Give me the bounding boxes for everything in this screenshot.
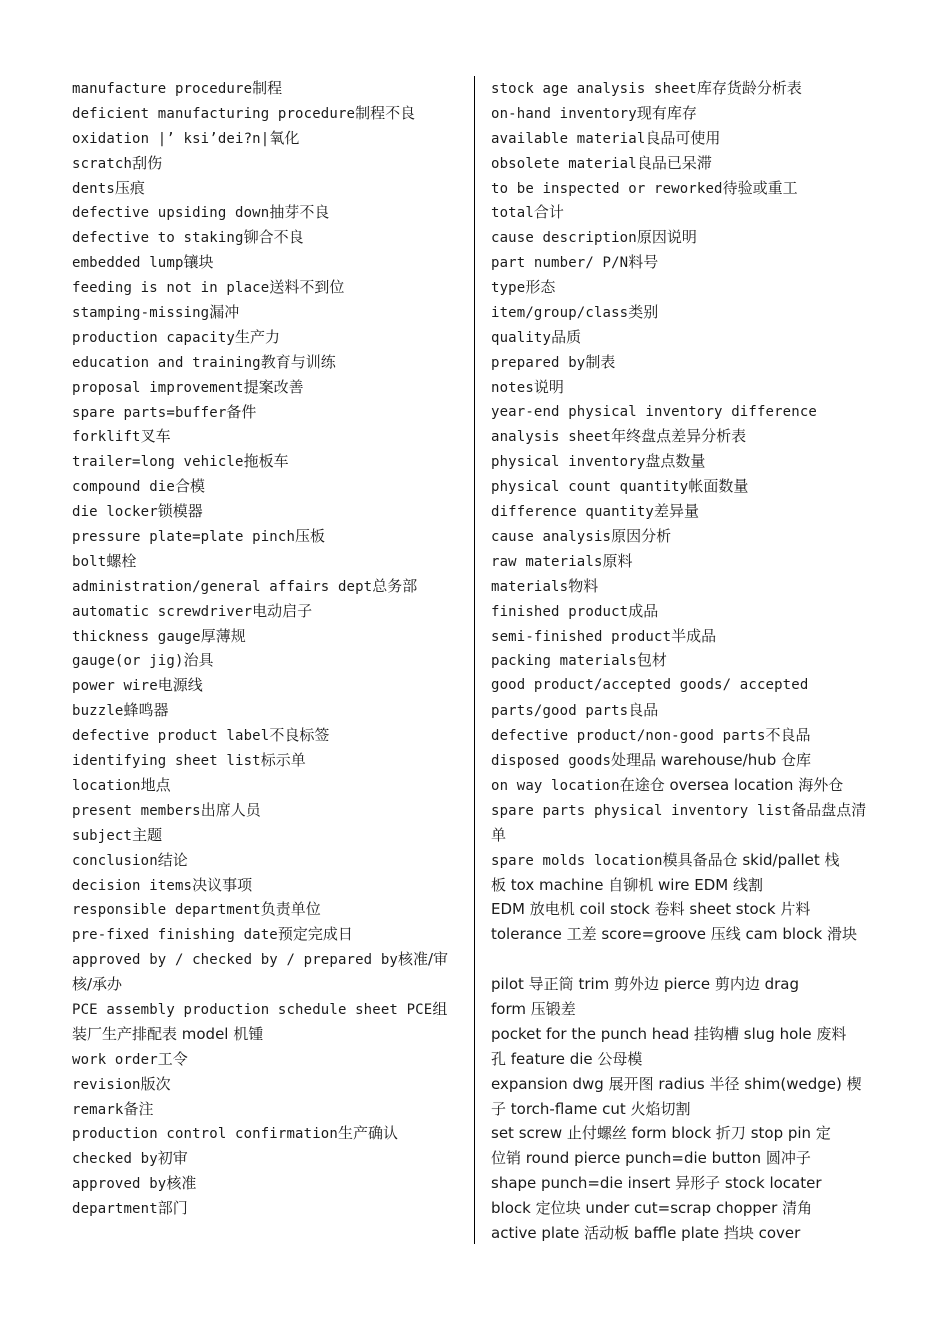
chinese-term: 主题 (132, 825, 163, 844)
glossary-line (491, 474, 883, 499)
right-column (491, 76, 883, 1246)
glossary-line (491, 200, 883, 225)
chinese-term: 负责单位 (260, 900, 321, 919)
english-term: present members (72, 802, 201, 819)
glossary-line (72, 101, 464, 126)
glossary-line (72, 126, 464, 151)
english-term: pre-fixed finishing date (72, 927, 278, 944)
chinese-term: 合计 (533, 203, 564, 222)
english-term: disposed goods (491, 753, 612, 770)
glossary-line (72, 499, 464, 524)
english-term: on-hand inventory (491, 105, 637, 122)
glossary-line (491, 126, 883, 151)
chinese-term: 子 torch-flame cut 火焰切割 (491, 1099, 691, 1118)
glossary-line (72, 947, 464, 972)
english-term: defective upsiding down (72, 205, 270, 222)
chinese-term: 良品 (628, 701, 659, 720)
glossary-line (72, 151, 464, 176)
english-term: bolt (72, 553, 107, 570)
english-term: obsolete material (491, 155, 637, 172)
chinese-term: 不良标签 (269, 726, 330, 745)
english-term: defective to staking (72, 230, 244, 247)
english-term: approved by (72, 1176, 167, 1193)
english-term: deficient manufacturing procedure (72, 105, 356, 122)
english-term: available material (491, 130, 646, 147)
english-term: power wire (72, 678, 158, 695)
glossary-line (491, 300, 883, 325)
chinese-term: 标示单 (260, 751, 306, 770)
glossary-line (72, 250, 464, 275)
chinese-term: 年终盘点差异分析表 (611, 427, 747, 446)
glossary-line (72, 400, 464, 425)
glossary-line (491, 823, 883, 848)
glossary-line (72, 624, 464, 649)
english-term: spare parts physical inventory list (491, 802, 792, 819)
english-term: identifying sheet list (72, 753, 261, 770)
glossary-line (72, 1097, 464, 1122)
chinese-term: 单 (491, 825, 507, 844)
glossary-line (72, 474, 464, 499)
glossary-line (491, 1097, 883, 1122)
chinese-term: 良品已呆滞 (636, 153, 712, 172)
chinese-term: 库存货龄分析表 (696, 79, 802, 97)
chinese-term: shape punch=die insert 异形子 stock locater (491, 1174, 822, 1193)
chinese-term: 半成品 (671, 626, 717, 645)
chinese-term: tolerance 工差 score=groove 压线 cam block 滑块 (491, 925, 857, 944)
glossary-line (72, 972, 464, 997)
glossary-line (491, 250, 883, 275)
english-term: cause description (491, 230, 637, 247)
glossary-line (72, 773, 464, 798)
chinese-term: 版次 (140, 1074, 171, 1093)
glossary-line (72, 1146, 464, 1171)
glossary-line (72, 897, 464, 922)
glossary-line (72, 922, 464, 947)
glossary-line (72, 848, 464, 873)
glossary-line (491, 375, 883, 400)
glossary-line (72, 698, 464, 723)
english-term: materials (491, 578, 569, 595)
english-term: dents (72, 180, 115, 197)
english-term: prepared by (491, 354, 586, 371)
english-term: administration/general affairs dept (72, 578, 373, 595)
english-term: to be inspected or reworked (491, 180, 723, 197)
english-term: trailer=long vehicle (72, 454, 244, 471)
chinese-term: 压痕 (114, 178, 145, 197)
chinese-term: 板 tox machine 自铆机 wire EDM 线割 (491, 875, 764, 894)
english-term: thickness gauge (72, 628, 201, 645)
glossary-line (72, 1022, 464, 1047)
english-term: manufacture procedure (72, 81, 253, 97)
glossary-line (72, 673, 464, 698)
glossary-line (491, 748, 883, 773)
chinese-term: 不良品 (765, 726, 811, 745)
chinese-term: 位销 round pierce punch=die button 圆冲子 (491, 1149, 811, 1168)
chinese-term: 包材 (636, 651, 667, 670)
chinese-term: 电源线 (157, 676, 203, 695)
chinese-term: 叉车 (140, 427, 171, 446)
left-column (72, 76, 464, 1221)
chinese-term: pocket for the punch head 挂钩槽 slug hole 废料 (491, 1024, 847, 1043)
chinese-term: 制表 (585, 352, 616, 371)
chinese-term: 教育与训练 (260, 352, 336, 371)
glossary-line (491, 499, 883, 524)
chinese-term: 初审 (157, 1149, 188, 1168)
glossary-line (72, 225, 464, 250)
chinese-term: 厚薄规 (200, 626, 246, 645)
glossary-line (72, 997, 464, 1022)
glossary-line (491, 624, 883, 649)
chinese-term: 核准 (166, 1174, 197, 1193)
english-term: compound die (72, 479, 175, 496)
english-term: part number/ P/N (491, 255, 629, 272)
english-term: approved by / checked by / prepared by (72, 952, 398, 969)
chinese-term: 组 (432, 999, 448, 1018)
chinese-term: 在途仓 oversea location 海外仓 (619, 775, 844, 794)
english-term: production capacity (72, 329, 235, 346)
chinese-term: 合模 (174, 477, 205, 496)
english-term: defective product/non-good parts (491, 728, 766, 745)
chinese-term: 备品盘点清 (791, 800, 867, 819)
english-term: year-end physical inventory difference (491, 403, 817, 420)
glossary-line (491, 698, 883, 723)
glossary-line (491, 648, 883, 673)
english-term: PCE assembly production schedule sheet PCE (72, 1001, 433, 1018)
glossary-line (491, 574, 883, 599)
glossary-line (72, 375, 464, 400)
english-term: spare molds location (491, 852, 663, 869)
chinese-term: 电动启子 (252, 601, 313, 620)
glossary-line (72, 823, 464, 848)
english-term: subject (72, 827, 133, 844)
glossary-line (491, 400, 883, 425)
glossary-line (72, 325, 464, 350)
glossary-line (491, 1171, 883, 1196)
chinese-term: 提案改善 (243, 377, 304, 396)
glossary-line (72, 599, 464, 624)
english-term: work order (72, 1051, 158, 1068)
glossary-line (491, 1121, 883, 1146)
chinese-term: EDM 放电机 coil stock 卷料 sheet stock 片料 (491, 900, 811, 919)
glossary-line (72, 424, 464, 449)
chinese-term: 锁模器 (157, 502, 203, 521)
chinese-term: 生产力 (235, 327, 281, 346)
english-term: feeding is not in place (72, 280, 270, 297)
glossary-line (491, 101, 883, 126)
english-term: quality (491, 329, 552, 346)
chinese-term: 备注 (123, 1099, 154, 1118)
chinese-term: 氧化 (269, 128, 300, 147)
chinese-term: 预定完成日 (277, 925, 353, 944)
glossary-line (491, 1022, 883, 1047)
english-term: gauge(or jig) (72, 653, 184, 670)
chinese-term: 模具备品仓 skid/pallet 栈 (662, 850, 840, 869)
glossary-line (491, 151, 883, 176)
english-term: forklift (72, 429, 141, 446)
glossary-line (72, 873, 464, 898)
chinese-term: 原因分析 (611, 527, 672, 546)
glossary-line (491, 897, 883, 922)
english-term: finished product (491, 603, 629, 620)
glossary-line (491, 798, 883, 823)
english-term: education and training (72, 354, 261, 371)
chinese-term: 差异量 (654, 502, 700, 521)
english-term: raw materials (491, 553, 603, 570)
glossary-line (72, 1196, 464, 1221)
glossary-line (72, 1072, 464, 1097)
english-term: pressure plate=plate pinch (72, 529, 296, 546)
glossary-line (491, 1221, 883, 1246)
chinese-term: 现有库存 (636, 103, 697, 122)
chinese-term: 决议事项 (192, 875, 253, 894)
chinese-term: 铆合不良 (243, 228, 304, 247)
column-divider (474, 76, 475, 1244)
glossary-line (491, 773, 883, 798)
english-term: difference quantity (491, 504, 654, 521)
glossary-line (72, 200, 464, 225)
chinese-term: 生产确认 (337, 1124, 398, 1143)
english-term: automatic screwdriver (72, 603, 253, 620)
english-term: responsible department (72, 902, 261, 919)
glossary-line (72, 449, 464, 474)
chinese-term: 工令 (157, 1049, 188, 1068)
glossary-line (491, 449, 883, 474)
english-term: item/group/class (491, 305, 629, 322)
glossary-line (491, 599, 883, 624)
chinese-term: 蜂鸣器 (123, 701, 169, 720)
chinese-term: 原料 (602, 551, 633, 570)
glossary-line (491, 1146, 883, 1171)
glossary-line (72, 275, 464, 300)
english-term: buzzle (72, 703, 124, 720)
glossary-line (491, 947, 883, 972)
english-term: location (72, 777, 141, 794)
chinese-term: active plate 活动板 baffle plate 挡块 cover (491, 1223, 801, 1242)
glossary-line (72, 1121, 464, 1146)
chinese-term: 帐面数量 (688, 477, 749, 496)
chinese-term: 装厂生产排配表 model 机锺 (72, 1024, 264, 1043)
english-term: type (491, 280, 526, 297)
english-term: conclusion (72, 852, 158, 869)
glossary-line (72, 748, 464, 773)
english-term: semi-finished product (491, 628, 672, 645)
chinese-term: 压板 (295, 527, 326, 546)
chinese-term: 备件 (226, 402, 257, 421)
english-term: department (72, 1201, 158, 1218)
glossary-line (491, 524, 883, 549)
english-term: production control confirmation (72, 1126, 338, 1143)
glossary-line (491, 1072, 883, 1097)
english-term: stock age analysis sheet (491, 81, 697, 97)
glossary-line (72, 524, 464, 549)
chinese-term: 抽芽不良 (269, 203, 330, 222)
glossary-line (72, 1047, 464, 1072)
glossary-line (491, 176, 883, 201)
english-term: analysis sheet (491, 429, 612, 446)
glossary-line (72, 798, 464, 823)
glossary-line (72, 76, 464, 101)
english-term: spare parts=buffer (72, 404, 227, 421)
chinese-term: 品质 (551, 327, 582, 346)
glossary-line (491, 225, 883, 250)
chinese-term: 刮伤 (132, 153, 163, 172)
chinese-term: expansion dwg 展开图 radius 半径 shim(wedge) 楔 (491, 1074, 862, 1093)
chinese-term: 原因说明 (636, 228, 697, 247)
english-term: checked by (72, 1151, 158, 1168)
chinese-term: form 压锻差 (491, 999, 576, 1018)
chinese-term: 拖板车 (243, 452, 289, 471)
chinese-term: 待验或重工 (722, 178, 798, 197)
english-term: good product/accepted goods/ accepted (491, 677, 809, 694)
glossary-line (491, 673, 883, 698)
glossary-line (491, 723, 883, 748)
english-term: physical count quantity (491, 479, 689, 496)
english-term: on way location (491, 777, 620, 794)
glossary-line (491, 997, 883, 1022)
chinese-term: 说明 (533, 377, 564, 396)
english-term: notes (491, 379, 534, 396)
glossary-line (491, 549, 883, 574)
glossary-line (491, 1196, 883, 1221)
english-term: embedded lump (72, 255, 184, 272)
chinese-term: 部门 (157, 1199, 188, 1218)
english-term: revision (72, 1076, 141, 1093)
chinese-term: 送料不到位 (269, 278, 345, 297)
glossary-line (72, 648, 464, 673)
glossary-line (491, 922, 883, 947)
chinese-term: 盘点数量 (645, 452, 706, 471)
glossary-line (491, 325, 883, 350)
glossary-line (491, 1047, 883, 1072)
chinese-term: 治具 (183, 651, 214, 670)
english-term: remark (72, 1101, 124, 1118)
chinese-term: 制程 (252, 79, 283, 97)
english-term: decision items (72, 877, 193, 894)
chinese-term: block 定位块 under cut=scrap chopper 清角 (491, 1199, 813, 1218)
chinese-term: 类别 (628, 303, 659, 322)
english-term: packing materials (491, 653, 637, 670)
chinese-term: 出席人员 (200, 800, 261, 819)
chinese-term: 螺栓 (106, 551, 137, 570)
chinese-term: set screw 止付螺丝 form block 折刀 stop pin 定 (491, 1124, 831, 1143)
chinese-term: 孔 feature die 公母模 (491, 1049, 643, 1068)
english-term: defective product label (72, 728, 270, 745)
chinese-term: 良品可使用 (645, 128, 721, 147)
english-term: total (491, 205, 534, 222)
chinese-term: 制程不良 (355, 103, 416, 122)
chinese-term: 结论 (157, 850, 188, 869)
glossary-line (72, 549, 464, 574)
chinese-term: 核/承办 (72, 975, 123, 994)
english-term: physical inventory (491, 454, 646, 471)
english-term: die locker (72, 504, 158, 521)
chinese-term: 漏冲 (209, 303, 240, 322)
glossary-line (72, 300, 464, 325)
chinese-term: 成品 (628, 601, 659, 620)
english-term: scratch (72, 155, 133, 172)
chinese-term: 料号 (628, 253, 659, 272)
glossary-line (491, 424, 883, 449)
english-term: proposal improvement (72, 379, 244, 396)
glossary-line (72, 176, 464, 201)
chinese-term: 形态 (525, 278, 556, 297)
glossary-line (72, 350, 464, 375)
glossary-line (72, 574, 464, 599)
glossary-line (491, 972, 883, 997)
chinese-term: 总务部 (372, 576, 418, 595)
glossary-line (491, 275, 883, 300)
english-term: stamping-missing (72, 305, 210, 322)
chinese-term: pilot 导正筒 trim 剪外边 pierce 剪内边 drag (491, 975, 799, 994)
english-term: oxidation |’ ksi’dei?n| (72, 130, 270, 147)
glossary-line (72, 1171, 464, 1196)
chinese-term: 核准/审 (398, 950, 449, 969)
chinese-term: 物料 (568, 576, 599, 595)
glossary-line (491, 848, 883, 873)
glossary-line (491, 350, 883, 375)
glossary-line (72, 723, 464, 748)
glossary-line (491, 873, 883, 898)
english-term: cause analysis (491, 529, 612, 546)
glossary-line (491, 76, 883, 101)
chinese-term: 处理品 warehouse/hub 仓库 (611, 751, 811, 770)
chinese-term: 地点 (140, 775, 171, 794)
chinese-term: 镶块 (183, 253, 214, 272)
english-term: parts/good parts (491, 703, 629, 720)
